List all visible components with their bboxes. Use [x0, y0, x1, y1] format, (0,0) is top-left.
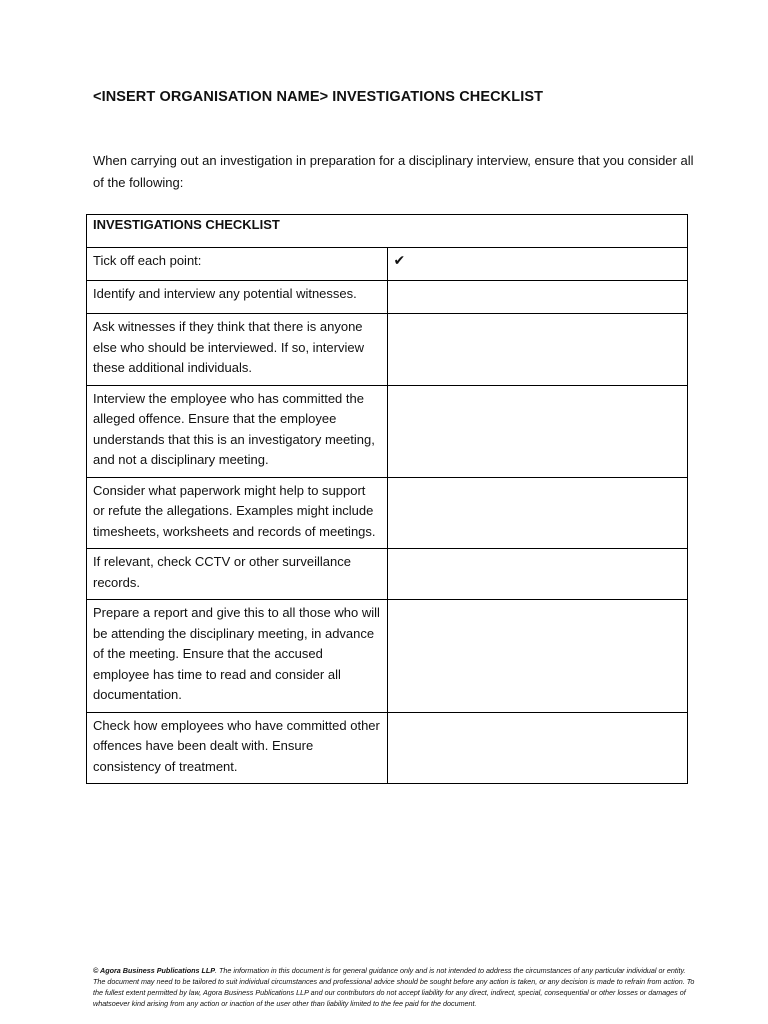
- checklist-row: [87, 477, 688, 549]
- checklist-tick-box[interactable]: [387, 477, 688, 549]
- checklist-item-text: Prepare a report and give this to all those who will be attending the disciplinary meeting, in advance of the meeting. Ensure that the accused employee has time to read and consider all documentation.: [87, 600, 388, 713]
- checklist-item-text: Interview the employee who has committed the alleged offence. Ensure that the employee understands that this is an investigatory meeting, and not a disciplinary meeting.: [87, 385, 388, 477]
- intro-paragraph: When carrying out an investigation in preparation for a disciplinary interview, ensure that you consider all of the following:: [93, 153, 694, 190]
- checklist-item-text: If relevant, check CCTV or other surveillance records.: [87, 549, 388, 600]
- tick-column-header: [387, 248, 688, 281]
- copyright-notice: © Agora Business Publications LLP: [93, 966, 216, 975]
- document-title: <INSERT ORGANISATION NAME> INVESTIGATIONS CHECKLIST: [93, 89, 544, 105]
- checklist-tick-box[interactable]: [387, 600, 688, 713]
- checklist-tick-box[interactable]: [387, 314, 688, 386]
- checklist-item-text: Consider what paperwork might help to support or refute the allegations. Examples might include timesheets, worksheets and records of meetings.: [87, 477, 388, 549]
- checklist-item-text: Identify and interview any potential witnesses.: [87, 281, 388, 314]
- checklist-row: [87, 600, 688, 713]
- investigations-checklist-table: [86, 214, 688, 784]
- checklist-row: [87, 314, 688, 386]
- instruction-cell: Tick off each point:: [87, 248, 388, 281]
- checklist-tick-box[interactable]: [387, 281, 688, 314]
- checklist-tick-box[interactable]: [387, 385, 688, 477]
- checklist-row: [87, 281, 688, 314]
- table-header: INVESTIGATIONS CHECKLIST: [87, 215, 688, 248]
- checklist-tick-box[interactable]: [387, 549, 688, 600]
- table-header-row: [87, 215, 688, 248]
- instruction-row: [87, 248, 688, 281]
- checkmark-icon: ✔: [393, 253, 406, 269]
- checklist-tick-box[interactable]: [387, 712, 688, 784]
- checklist-row: [87, 549, 688, 600]
- checklist-item-text: Check how employees who have committed other offences have been dealt with. Ensure consistency of treatment.: [87, 712, 388, 784]
- checklist-row: [87, 385, 688, 477]
- checklist-row: [87, 712, 688, 784]
- checklist-item-text: Ask witnesses if they think that there is anyone else who should be interviewed. If so, interview these additional individuals.: [87, 314, 388, 386]
- legal-disclaimer-footer: [93, 965, 698, 1009]
- disclaimer-text: . The information in this document is for general guidance only and is not intended to address the circumstances of any particular individual or entity. The document may need to be tailored to suit individual circumstances and professional advice should be sought before any action is taken, or any decision is made to refrain from action. To the fullest extent permitted by law, Agora Business Publications LLP and our contributors do not accept liability for any direct, indirect, special, consequential or other losses or damages of whatsoever kind arising from any action or inaction of the user other than liability limited to the fee paid for the document.: [93, 966, 695, 1008]
